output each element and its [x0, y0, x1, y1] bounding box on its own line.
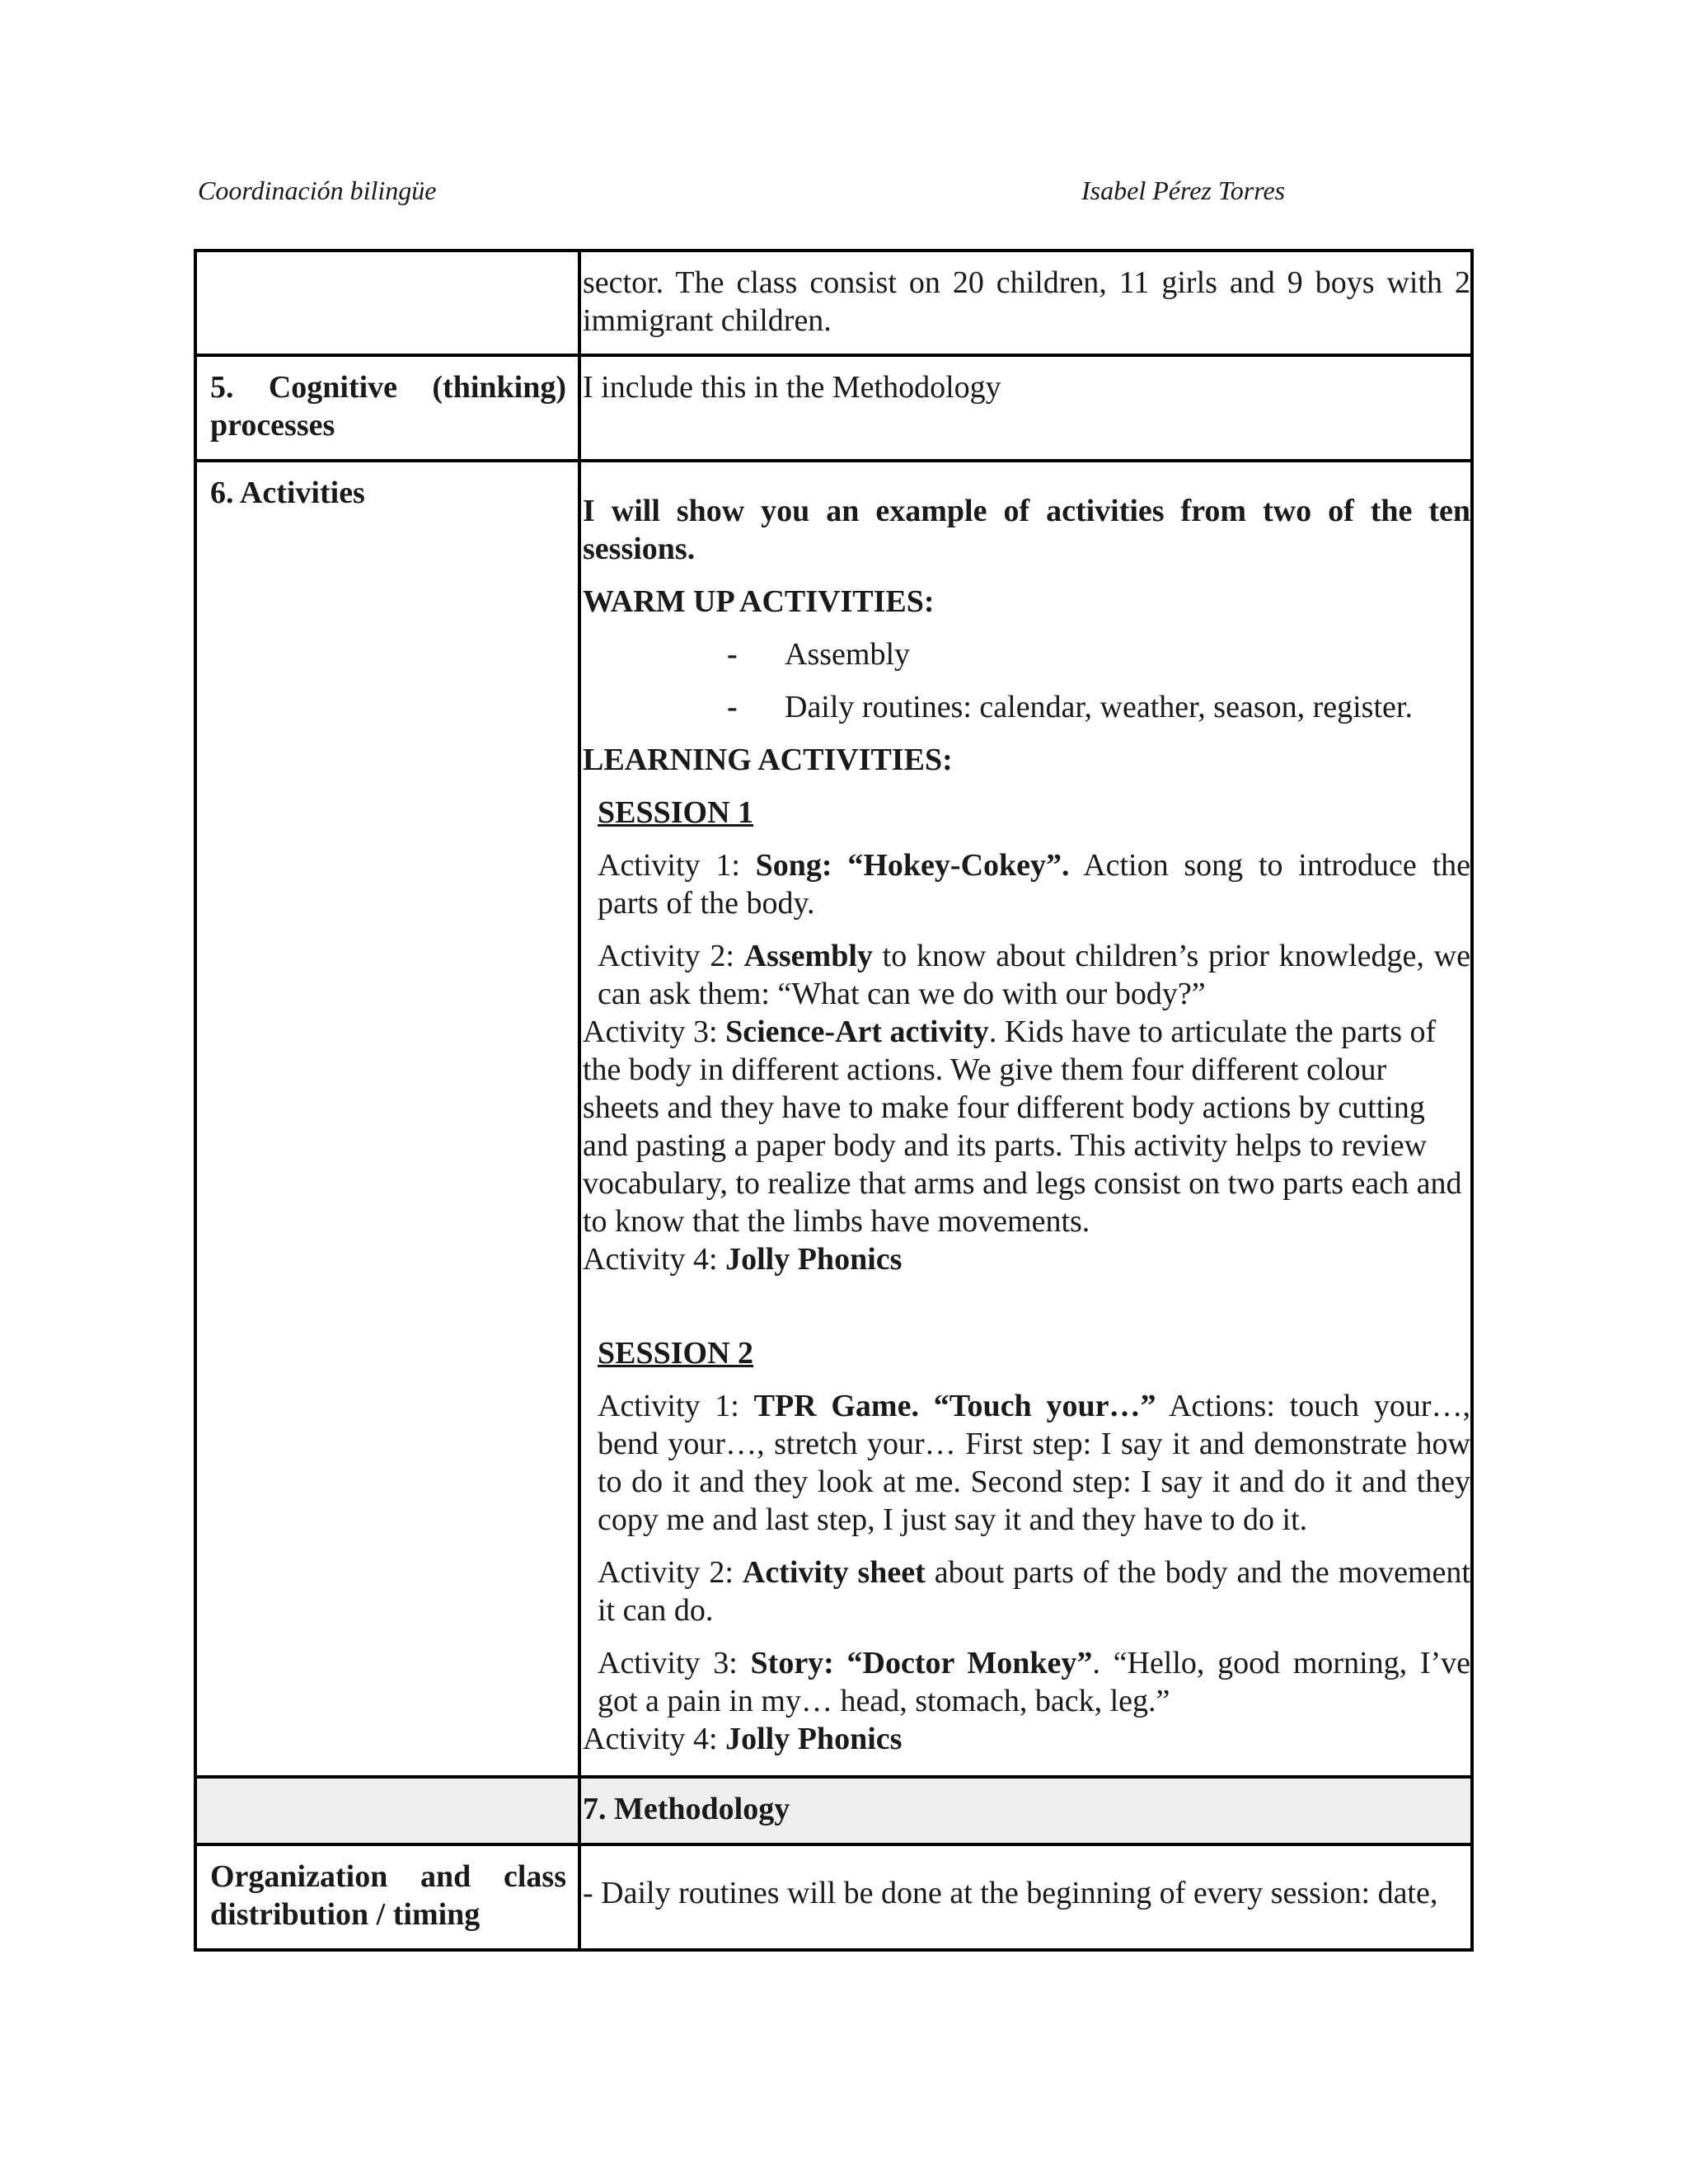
- session1-activity3: [583, 1013, 1470, 1240]
- bullet-text: Daily routines: calendar, weather, season, register.: [785, 690, 1413, 724]
- activity-prefix: Activity 1:: [598, 848, 756, 883]
- list-item: [583, 688, 1470, 726]
- list-item: [583, 635, 1470, 673]
- activity-prefix: Activity 2:: [598, 939, 744, 973]
- activity-description: . “Hello, good morning, I’ve got a pain in my… head, stomach, back, leg.”: [598, 1646, 1471, 1718]
- content-cell: [579, 251, 1472, 355]
- activity-name: Jolly Phonics: [725, 1722, 903, 1756]
- table-row: [195, 251, 1472, 355]
- activity-name: Activity sheet: [742, 1555, 926, 1590]
- methodology-heading: 7. Methodology: [579, 1777, 1472, 1844]
- session2-activity4: [583, 1720, 1470, 1758]
- header-right: Isabel Pérez Torres: [1081, 176, 1286, 205]
- activity-name: Story: “Doctor Monkey”: [750, 1646, 1093, 1680]
- label-cell-empty: [195, 251, 579, 355]
- activity-description: about parts of the body and the movement it can do.: [598, 1555, 1470, 1628]
- activities-content: [579, 461, 1472, 1777]
- activity-description: Actions: touch your…, bend your…, stretch your… First step: I say it and demonstrate how to do it and they look at me. Second step: I say it and do it and they copy me and last step, I just say it and they have to do it.: [598, 1389, 1470, 1537]
- warmup-title: WARM UP ACTIVITIES:: [583, 584, 935, 619]
- session2-title: SESSION 2: [598, 1336, 754, 1371]
- session1-activity4: [583, 1240, 1470, 1278]
- activity-name: Jolly Phonics: [725, 1242, 903, 1277]
- label-cell-empty: [195, 1777, 579, 1844]
- cognitive-content: I include this in the Methodology: [579, 355, 1472, 461]
- bullet-text: Assembly: [785, 637, 910, 672]
- activity-description: Action song to introduce the parts of the body.: [598, 848, 1470, 921]
- activity-name: Science-Art activity: [725, 1015, 989, 1049]
- session1-activity1: [583, 846, 1470, 922]
- session2-activity3: [583, 1644, 1470, 1720]
- activity-prefix: Activity 4:: [583, 1722, 726, 1756]
- organization-content: - Daily routines will be done at the beginning of every session: date,: [579, 1844, 1472, 1950]
- activity-name: Assembly: [743, 939, 873, 973]
- activity-description: to know about children’s prior knowledge, we can ask them: “What can we do with our body?”: [598, 939, 1470, 1011]
- session1-activity2: [583, 937, 1470, 1013]
- header-left: Coordinación bilingüe: [198, 176, 437, 205]
- bullet-dash: -: [727, 637, 738, 672]
- table-row: [195, 355, 1472, 461]
- activity-name: TPR Game. “Touch your…”: [753, 1389, 1156, 1423]
- activity-prefix: Activity 2:: [598, 1555, 743, 1590]
- learning-title: LEARNING ACTIVITIES:: [583, 743, 953, 777]
- lesson-plan-table: [194, 249, 1474, 1952]
- session1-title: SESSION 1: [598, 795, 754, 830]
- class-description: sector. The class consist on 20 children, 11 girls and 9 boys with 2 immigrant children.: [583, 265, 1470, 338]
- activity-description: . Kids have to articulate the parts of the body in different actions. We give them four different colour sheets and they have to make four different body actions by cutting and pasting a paper body and its parts. This activity helps to review vocabulary, to realize that arms and legs consist on two parts each and to know that the limbs have movements.: [583, 1015, 1462, 1239]
- table-row: [195, 1777, 1472, 1844]
- session2-activity2: [583, 1554, 1470, 1629]
- activity-name: Song: “Hokey-Cokey”.: [755, 848, 1070, 883]
- session2-activity1: [583, 1387, 1470, 1539]
- label-cognitive: 5. Cognitive (thinking) processes: [195, 355, 579, 461]
- table-row: [195, 1844, 1472, 1950]
- activities-intro: I will show you an example of activities from two of the ten sessions.: [583, 494, 1470, 566]
- label-organization: Organization and class distribution / timing: [195, 1844, 579, 1950]
- activity-prefix: Activity 3:: [583, 1015, 726, 1049]
- activity-prefix: Activity 3:: [598, 1646, 751, 1680]
- label-activities: 6. Activities: [195, 461, 579, 1777]
- activity-prefix: Activity 4:: [583, 1242, 726, 1277]
- table-row: [195, 461, 1472, 1777]
- bullet-dash: -: [727, 690, 738, 724]
- activity-prefix: Activity 1:: [598, 1389, 754, 1423]
